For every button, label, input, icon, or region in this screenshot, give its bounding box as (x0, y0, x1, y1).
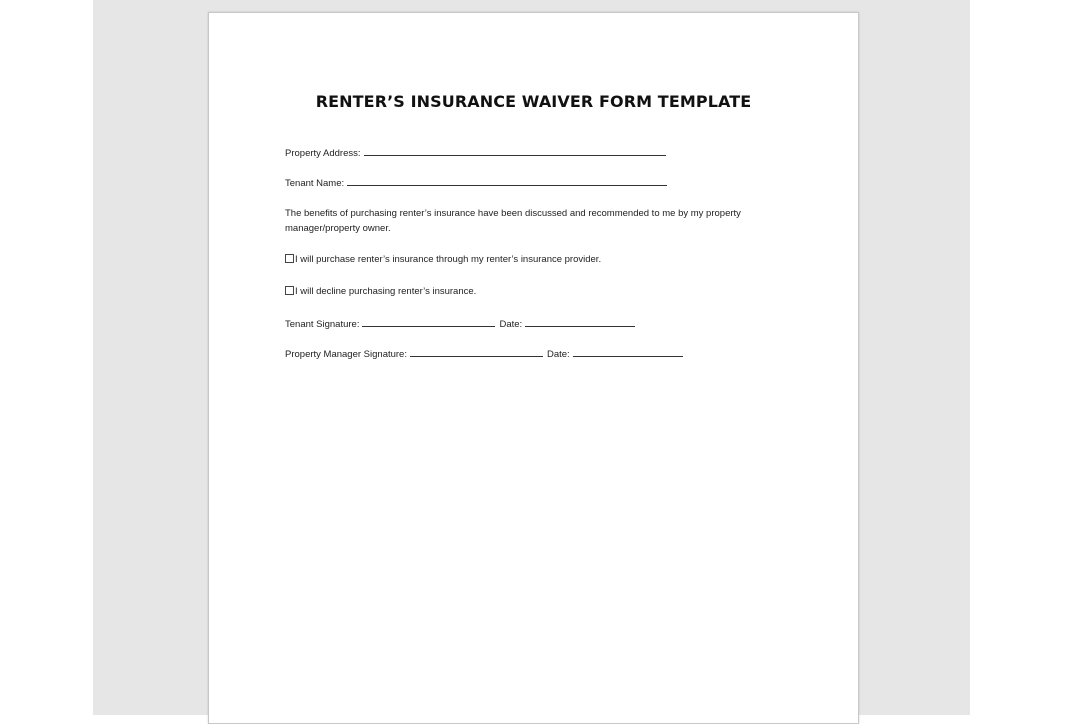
property-address-label: Property Address: (285, 148, 361, 159)
manager-signature-row (285, 347, 683, 362)
option-decline-row (285, 285, 476, 299)
property-address-row (285, 146, 666, 161)
tenant-signature-label: Tenant Signature: (285, 319, 360, 330)
tenant-date-label: Date: (499, 319, 523, 330)
document-title: RENTER’S INSURANCE WAIVER FORM TEMPLATE (315, 92, 752, 111)
tenant-name-field[interactable] (347, 176, 667, 186)
document-page[interactable] (208, 12, 859, 724)
purchase-checkbox[interactable] (285, 254, 294, 263)
option-purchase-row (285, 253, 601, 267)
option-purchase-label: I will purchase renter’s insurance through my renter’s insurance provider. (295, 254, 602, 265)
tenant-signature-field[interactable] (362, 317, 495, 327)
manager-date-field[interactable] (573, 347, 683, 357)
tenant-signature-row (285, 317, 635, 332)
manager-signature-label: Property Manager Signature: (285, 349, 407, 360)
tenant-date-field[interactable] (525, 317, 635, 327)
property-address-field[interactable] (364, 146, 666, 156)
decline-checkbox[interactable] (285, 286, 294, 295)
option-decline-label: I will decline purchasing renter’s insurance. (295, 286, 477, 297)
tenant-name-label: Tenant Name: (285, 178, 345, 189)
tenant-name-row (285, 176, 667, 191)
manager-date-label: Date: (546, 349, 570, 360)
manager-signature-field[interactable] (410, 347, 543, 357)
disclosure-paragraph: The benefits of purchasing renter’s insurance have been discussed and recommended to me by my property manager/property owner. (285, 208, 741, 234)
